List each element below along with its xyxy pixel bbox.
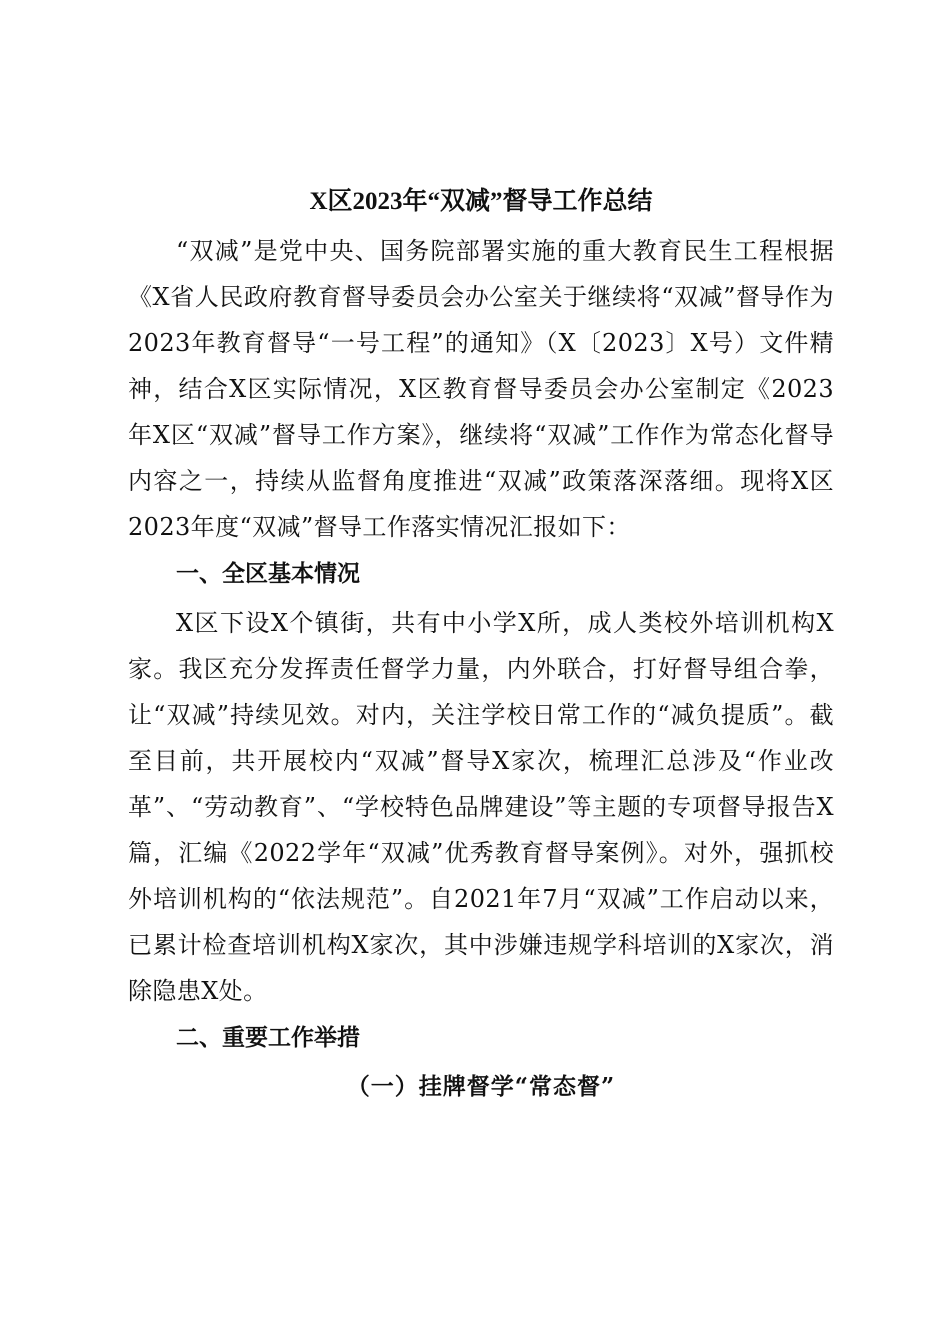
section-heading-key-measures: 二、重要工作举措 [176, 1025, 360, 1051]
document-title: X区2023年“双减”督导工作总结 [309, 188, 653, 215]
basic-situation-paragraph: X区下设X个镇街，共有中小学X所，成人类校外培训机构X家。我区充分发挥责任督学力量，内外联合，打好督导组合拳，让“双减”持续见效。对内，关注学校日常工作的“减负提质”。截至目前，共开展校内“双减”督导X家次，梳理汇总涉及“作业改革”、“劳动教育”、“学校特色品牌建设”等主题的专项督导报告X篇，汇编《2022学年“双减”优秀教育督导案例》。对外，强抓校外培训机构的“依法规范”。自2021年7月“双减”工作启动以来，已累计检查培训机构X家次，其中涉嫌违规学科培训的X家次，消除隐患X处。 [128, 609, 834, 1005]
intro-paragraph: “双减”是党中央、国务院部署实施的重大教育民生工程根据《X省人民政府教育督导委员会办公室关于继续将“双减”督导作为2023年教育督导“一号工程”的通知》（X〔2023〕X号）文件精神，结合X区实际情况，X区教育督导委员会办公室制定《2023年X区“双减”督导工作方案》，继续将“双减”工作作为常态化督导内容之一，持续从监督角度推进“双减”政策落深落细。现将X区2023年度“双减”督导工作落实情况汇报如下： [128, 237, 834, 541]
document-body [128, 180, 834, 1110]
subsection-heading-regular-supervision: （一）挂牌督学“常态督” [346, 1073, 616, 1100]
section-heading-basic-situation: 一、全区基本情况 [176, 561, 360, 587]
